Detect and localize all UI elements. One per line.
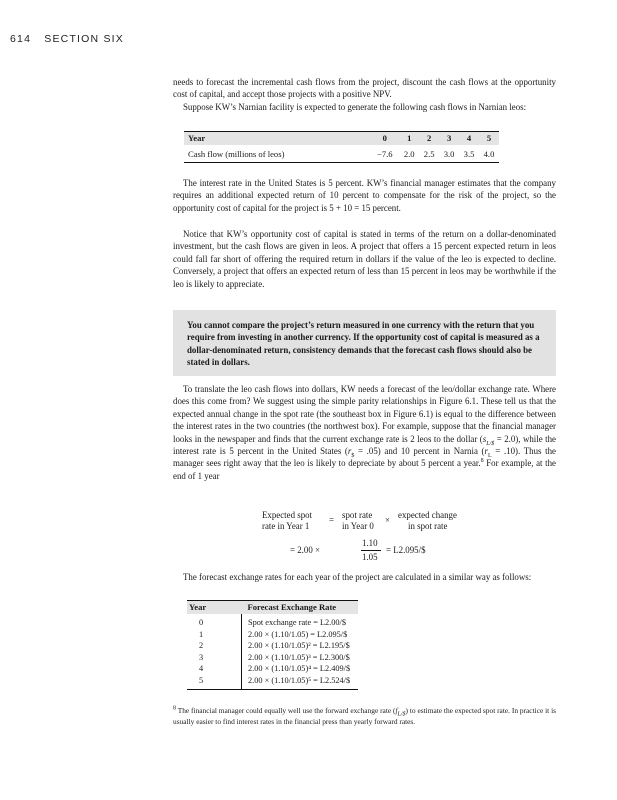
paragraph-6 bbox=[173, 571, 556, 583]
paragraph-5-part-a: To translate the leo cash flows into dollars, KW needs a forecast of the leo/dollar exchange rate. Where does this come from? We suggest using the simple parity relationships in Figure 6.1. These tell us that the expected annual change in the spot rate (the southeast box in Figure 6.1) is equal to the difference between the interest rates in the two countries (the northwest box). For example, suppose that the financial manager looks in the newspaper and finds that the current exchange rate is 2 leos to the dollar ( bbox=[173, 384, 556, 444]
paragraph-5-part-e: For example, at the end of 1 year bbox=[173, 458, 556, 481]
cash-flow-cell: 4.0 bbox=[483, 149, 495, 159]
cash-flow-cell: 2.0 bbox=[403, 149, 415, 159]
forecast-col-year: Year bbox=[187, 601, 242, 615]
forecast-year: 2 bbox=[187, 640, 242, 652]
section-title: SECTION SIX bbox=[44, 33, 124, 45]
paragraph-3 bbox=[173, 177, 556, 214]
page-number: 614 bbox=[10, 33, 32, 45]
cash-flow-header-row bbox=[184, 132, 499, 146]
eq-lhs-bottom: rate in Year 1 bbox=[262, 521, 310, 531]
paragraph-1 bbox=[173, 76, 556, 101]
fraction-bar bbox=[361, 550, 381, 551]
eq-rhs-bottom: in spot rate bbox=[408, 521, 448, 531]
year-header: 5 bbox=[479, 132, 499, 146]
cash-flow-table bbox=[184, 131, 499, 163]
forecast-year: 5 bbox=[187, 675, 242, 689]
us-rate-symbol: r bbox=[347, 446, 352, 457]
forecast-rate: 2.00 × (1.10/1.05) = L2.095/$ bbox=[248, 629, 348, 639]
forecast-rate: 2.00 × (1.10/1.05)⁵ = L2.524/$ bbox=[248, 675, 351, 685]
cash-flow-row bbox=[184, 145, 499, 163]
narnia-rate-subscript: L bbox=[487, 452, 492, 459]
eq2-lead: = 2.00 × bbox=[290, 545, 320, 555]
year-header: 1 bbox=[399, 132, 419, 146]
table-row bbox=[187, 640, 358, 652]
paragraph-5-part-d: = .10). Thus the manager sees right away that the leo is likely to depreciate by about 5 percent a year. bbox=[173, 446, 556, 469]
year-header: 4 bbox=[459, 132, 479, 146]
spot-rate-symbol: s bbox=[482, 433, 487, 444]
eq-mid-bottom: in Year 0 bbox=[342, 521, 374, 531]
eq-lhs-top: Expected spot bbox=[262, 510, 313, 520]
forward-rate-subscript: L/$ bbox=[397, 711, 406, 718]
table-row bbox=[187, 663, 358, 675]
eq2-result: = L2.095/$ bbox=[386, 545, 426, 555]
paragraph-1-text: needs to forecast the incremental cash flows from the project, discount the cash flows at the opportunity cost of capital, and accept those projects with a positive NPV. bbox=[173, 77, 556, 100]
footnote-mark: 8 bbox=[173, 705, 176, 712]
forecast-rate: Spot exchange rate = L2.00/$ bbox=[248, 618, 346, 627]
paragraph-4-text: Notice that KW’s opportunity cost of capital is stated in terms of the return on a dollar-denominated investment, but the cash flows are given in leos. A project that offers a 15 percent expected return in leos could fall far short of offering the required return in dollars if the value of the leo is expected to decline. Conversely, a project that offers an expected return of less than 15 percent in leos may be worthwhile if the leo is likely to appreciate. bbox=[173, 229, 556, 289]
paragraph-4 bbox=[173, 228, 556, 290]
paragraph-5-part-c: = .05) and 10 percent in Narnia ( bbox=[354, 446, 485, 457]
footnote-part-b: ) to estimate the expected spot rate. In practice it is usually easier to find interest rates in the financial press than yearly forward rates. bbox=[173, 706, 556, 726]
forecast-rate: 2.00 × (1.10/1.05)² = L2.195/$ bbox=[248, 641, 350, 651]
forecast-year: 3 bbox=[187, 652, 242, 664]
cash-flow-cell: 3.5 bbox=[463, 149, 475, 159]
table-row bbox=[187, 675, 358, 689]
eq-times: × bbox=[385, 515, 391, 525]
forecast-header-row bbox=[187, 601, 358, 615]
paragraph-5-text bbox=[173, 383, 556, 482]
forecast-year: 0 bbox=[187, 614, 242, 629]
narnia-rate-symbol: r bbox=[484, 446, 488, 457]
footnote bbox=[173, 705, 556, 727]
cash-flow-cell: 2.5 bbox=[423, 149, 435, 159]
footnote-part-a: The financial manager could equally well use the forward exchange rate ( bbox=[176, 706, 396, 715]
table-row bbox=[187, 652, 358, 664]
cash-flow-row-label: Cash flow (millions of leos) bbox=[188, 149, 285, 159]
forecast-col-rate: Forecast Exchange Rate bbox=[242, 601, 359, 615]
page-header bbox=[10, 33, 124, 45]
eq-mid-top: spot rate bbox=[342, 510, 373, 520]
eq-rhs-top: expected change bbox=[398, 510, 457, 520]
table-row bbox=[187, 614, 358, 629]
forecast-exchange-table bbox=[187, 600, 358, 690]
year-header: 2 bbox=[419, 132, 439, 146]
year-header: 0 bbox=[370, 132, 399, 146]
table-row bbox=[187, 629, 358, 641]
cash-flow-header-label: Year bbox=[184, 132, 370, 146]
forecast-rate: 2.00 × (1.10/1.05)⁴ = L2.409/$ bbox=[248, 664, 351, 674]
cash-flow-cell: −7.6 bbox=[377, 149, 393, 159]
paragraph-5 bbox=[173, 383, 556, 482]
forecast-rate: 2.00 × (1.10/1.05)³ = L2.300/$ bbox=[248, 652, 350, 662]
paragraph-3-text: The interest rate in the United States is 5 percent. KW’s financial manager estimates that the company requires an additional expected return of 10 percent to compensate for the risk of the project, so the opportunity cost of capital for the project is 5 + 10 = 15 percent. bbox=[173, 178, 556, 213]
spot-rate-subscript: L/$ bbox=[486, 440, 495, 447]
forecast-year: 1 bbox=[187, 629, 242, 641]
cash-flow-cell: 3.0 bbox=[443, 149, 455, 159]
forecast-year: 4 bbox=[187, 663, 242, 675]
eq-equals: = bbox=[329, 515, 335, 525]
paragraph-5-part-b: = 2.0), while the interest rate is 5 percent in the United States ( bbox=[173, 433, 556, 457]
eq2-numerator: 1.10 bbox=[362, 538, 378, 548]
callout-text: You cannot compare the project’s return measured in one currency with the return that you require from investing in another currency. If the opportunity cost of capital is measured as a dollar-denominated return, consistency demands that the forecast cash flows should also be stated in dollars. bbox=[187, 320, 540, 368]
key-point-callout bbox=[173, 310, 556, 376]
paragraph-2 bbox=[173, 101, 556, 113]
footnote-reference: 8 bbox=[480, 458, 484, 465]
eq2-denominator: 1.05 bbox=[362, 552, 378, 562]
year-header: 3 bbox=[439, 132, 459, 146]
us-rate-subscript: $ bbox=[351, 452, 355, 459]
paragraph-6-text: The forecast exchange rates for each year of the project are calculated in a similar way as follows: bbox=[183, 572, 532, 582]
paragraph-2-text: Suppose KW’s Narnian facility is expected to generate the following cash flows in Narnian leos: bbox=[183, 102, 527, 112]
forward-rate-symbol: f bbox=[395, 706, 398, 715]
